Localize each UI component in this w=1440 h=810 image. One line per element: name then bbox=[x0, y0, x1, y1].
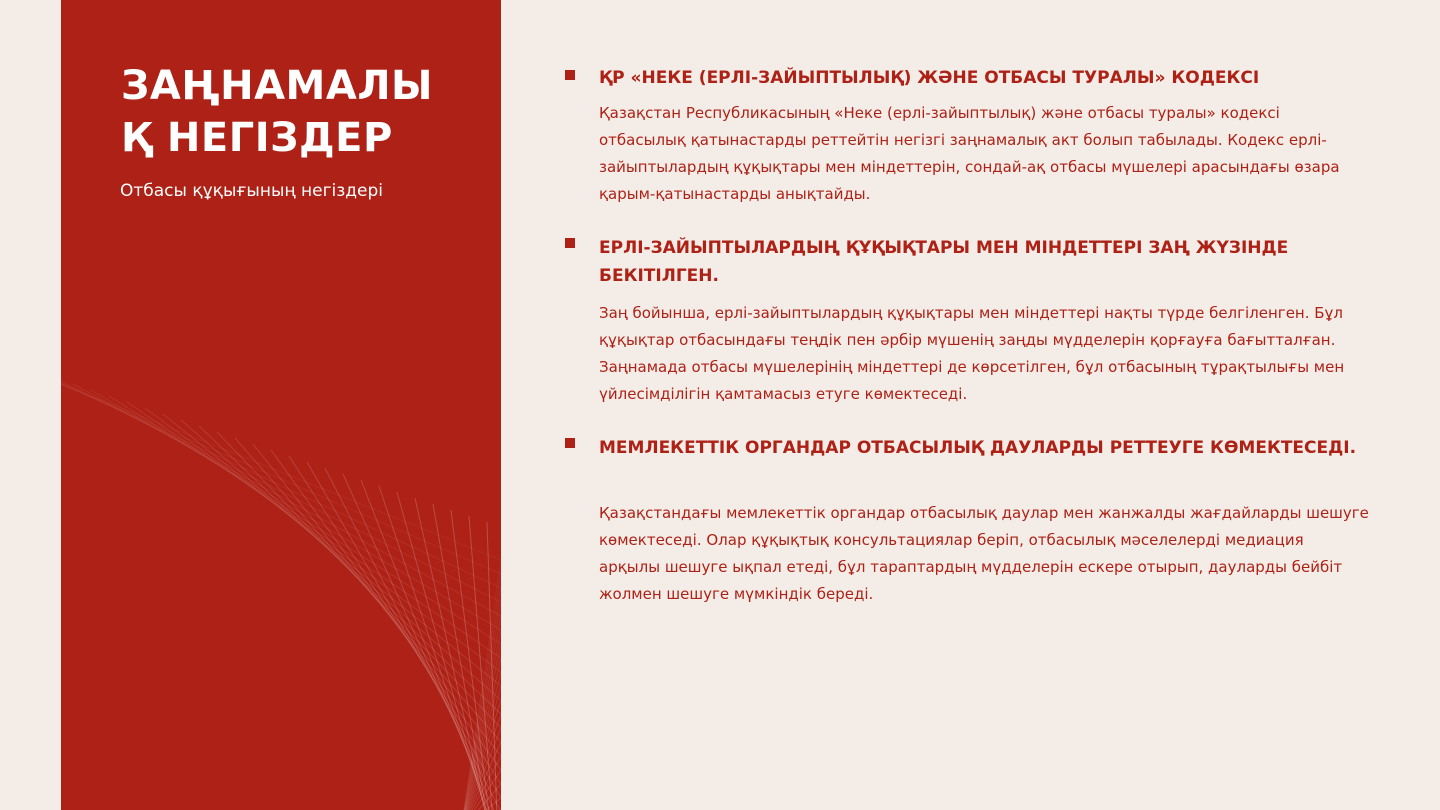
section-title-state: МЕМЛЕКЕТТІК ОРГАНДАР ОТБАСЫЛЫҚ ДАУЛАРДЫ РЕТТЕУГЕ КӨМЕКТЕСЕДІ. bbox=[599, 438, 1357, 458]
decorative-line bbox=[61, 378, 501, 810]
decorative-line bbox=[181, 420, 501, 810]
bullet-icon bbox=[565, 70, 575, 80]
decorative-line bbox=[145, 408, 501, 810]
section-text-code: Қазақстан Республикасының «Неке (ерлі-зайыптылық) және отбасы туралы» кодексі отбасылық қатынастарды реттейтін негізгі заңнамалық акт болып табылады. Кодекс ерлі-зайыптылардың құқықтары мен міндеттерін, сондай-ақ отбасы мүшелері арасындағы өзара қарым-қатынастарды анықтайды. bbox=[599, 104, 1340, 203]
decorative-line bbox=[199, 426, 501, 810]
decorative-line bbox=[61, 360, 501, 810]
decorative-line bbox=[127, 402, 501, 810]
section-title-rights: ЕРЛІ-ЗАЙЫПТЫЛАРДЫҢ ҚҰҚЫҚТАРЫ МЕН МІНДЕТТЕРІ ЗАҢ ЖҮЗІНДЕ БЕКІТІЛГЕН. bbox=[599, 238, 1289, 286]
bullet-icon bbox=[565, 438, 575, 448]
section-text-rights: Заң бойынша, ерлі-зайыптылардың құқықтары мен міндеттері нақты түрде белгіленген. Бұл құқықтар отбасындағы теңдік пен әрбір мүшенің заңды мүдделерін қорғауға бағытталған. Заңнамада отбасы мүшелерінің міндеттері де көрсетілген, бұл отбасының тұрақтылығы мен үйлесімділігін қамтамасыз етуге көмектеседі. bbox=[599, 304, 1345, 403]
decorative-line bbox=[253, 444, 501, 810]
sidebar-panel bbox=[61, 0, 501, 810]
bullet-icon bbox=[565, 238, 575, 248]
decorative-line bbox=[91, 390, 501, 810]
section-title-code: ҚР «НЕКЕ (ЕРЛІ-ЗАЙЫПТЫЛЫҚ) ЖӘНЕ ОТБАСЫ ТУРАЛЫ» КОДЕКСІ bbox=[599, 68, 1260, 88]
section-text-state: Қазақстандағы мемлекеттік органдар отбасылық даулар мен жанжалды жағдайларды шешуге көмектеседі. Олар құқықтық консультациялар беріп, отбасылық мәселелерді медиация арқылы шешуге ықпал етеді, бұл тараптардың мүдделерін ескере отырып, дауларды бейбіт жолмен шешуге мүмкіндік береді. bbox=[599, 504, 1369, 603]
decorative-line bbox=[109, 396, 501, 810]
page-subtitle: Отбасы құқығының негіздері bbox=[120, 181, 384, 201]
page-title: ЗАҢНАМАЛЫҚ НЕГІЗДЕР bbox=[121, 63, 433, 161]
